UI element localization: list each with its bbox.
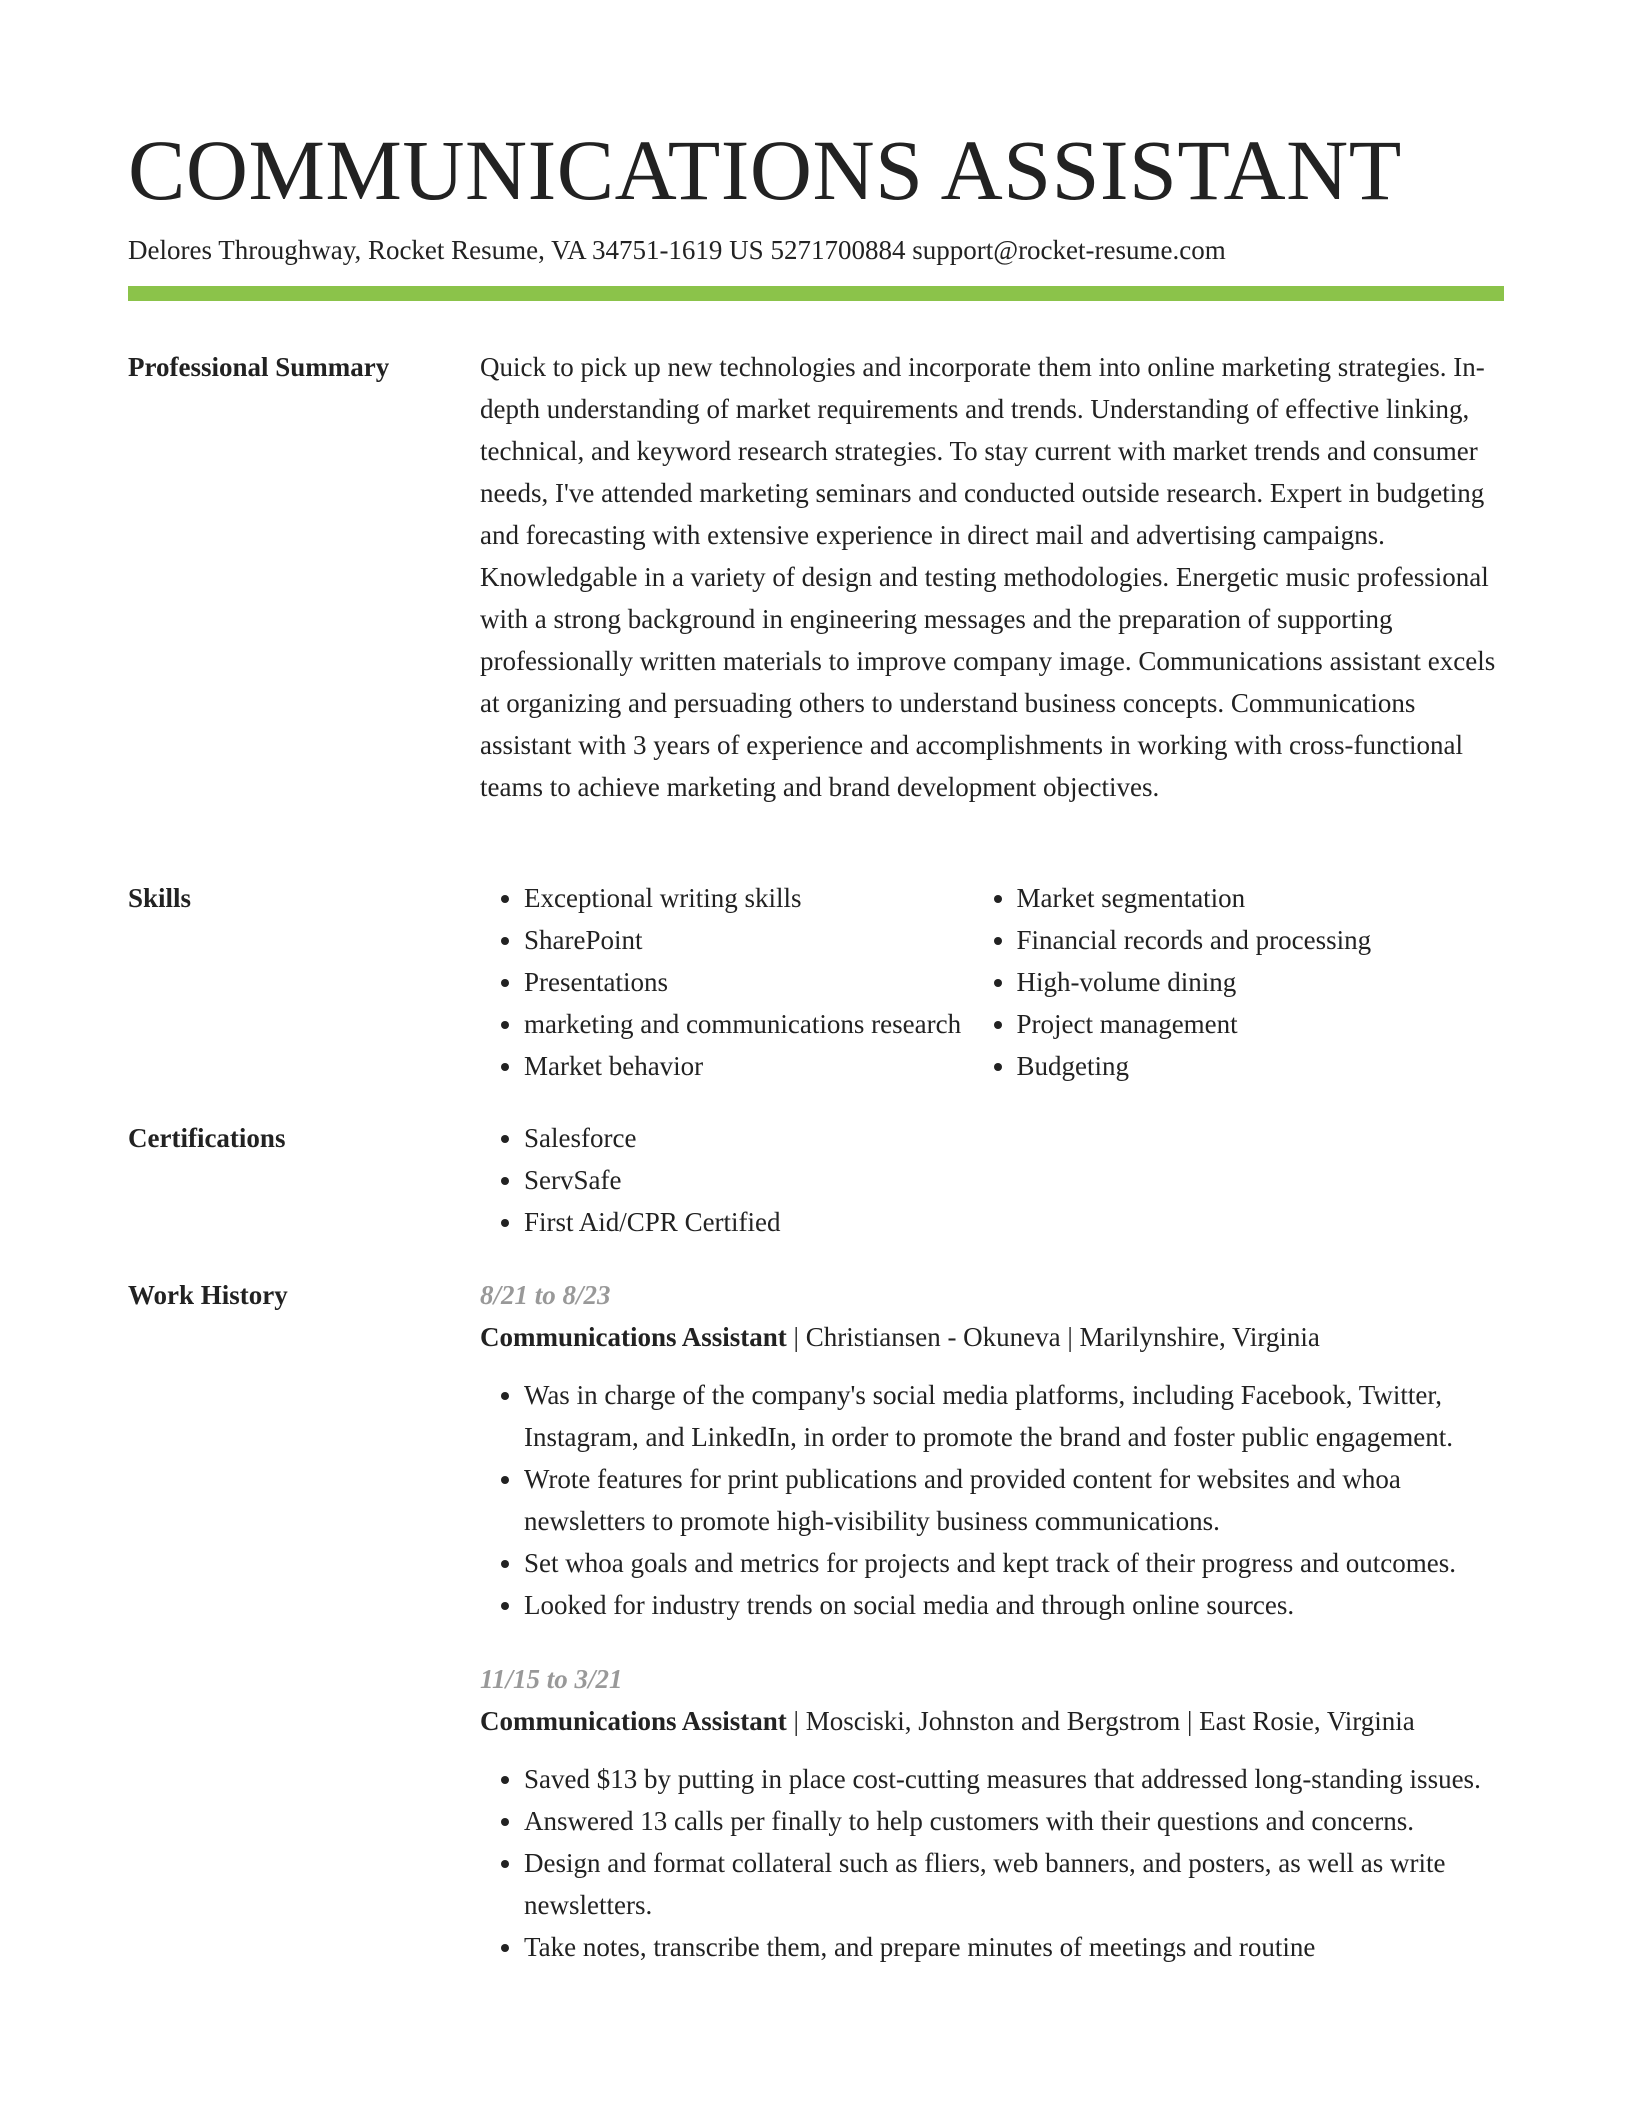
list-item: • Answered 13 calls per finally to help customers with their questions and concerns. (524, 1800, 1504, 1842)
skills-list-right (973, 877, 1505, 1087)
summary-heading: Professional Summary (128, 352, 390, 382)
list-item: • Project management (1017, 1003, 1505, 1045)
job-title: Communications Assistant (480, 1322, 787, 1352)
list-item: • marketing and communications research (524, 1003, 973, 1045)
certifications-heading: Certifications (128, 1123, 286, 1153)
work-history-body (480, 1274, 1504, 2000)
list-item: • High-volume dining (1017, 961, 1505, 1003)
list-item: • First Aid/CPR Certified (524, 1201, 1504, 1243)
list-item: • Take notes, transcribe them, and prepare minutes of meetings and routine (524, 1926, 1504, 1968)
job-heading (480, 1316, 1504, 1358)
list-item: • Set whoa goals and metrics for projects and kept track of their progress and outcomes. (524, 1542, 1504, 1584)
list-item: • Budgeting (1017, 1045, 1505, 1087)
list-item: • Market segmentation (1017, 877, 1505, 919)
contact-line: Delores Throughway, Rocket Resume, VA 34751-1619 US 5271700884 support@rocket-resume.com (128, 235, 1226, 265)
job-entry (480, 1658, 1504, 1968)
job-dates: 11/15 to 3/21 (480, 1664, 623, 1694)
skills-list-left (480, 877, 973, 1087)
list-item: • Exceptional writing skills (524, 877, 973, 919)
list-item: • Salesforce (524, 1117, 1504, 1159)
list-item: • Saved $13 by putting in place cost-cutting measures that addressed long-standing issues. (524, 1758, 1504, 1800)
job-title: Communications Assistant (480, 1706, 787, 1736)
accent-divider (128, 286, 1504, 301)
job-dates: 8/21 to 8/23 (480, 1280, 611, 1310)
job-bullets (480, 1374, 1504, 1626)
skills-columns (480, 877, 1504, 1087)
list-item: • Was in charge of the company's social media platforms, including Facebook, Twitter, Instagram, and LinkedIn, in order to promote the brand and foster public engagement. (524, 1374, 1504, 1458)
list-item: • Presentations (524, 961, 973, 1003)
list-item: • Design and format collateral such as fliers, web banners, and posters, as well as write newsletters. (524, 1842, 1504, 1926)
list-item: • Wrote features for print publications and provided content for websites and whoa newsletters to promote high-visibility business communications. (524, 1458, 1504, 1542)
job-bullets (480, 1758, 1504, 1968)
list-item: • Looked for industry trends on social media and through online sources. (524, 1584, 1504, 1626)
list-item: • Market behavior (524, 1045, 973, 1087)
list-item: • ServSafe (524, 1159, 1504, 1201)
certifications-body (480, 1117, 1504, 1243)
list-item: • Financial records and processing (1017, 919, 1505, 961)
summary-text: Quick to pick up new technologies and incorporate them into online marketing strategies. In-depth understanding of market requirements and trends. Understanding of effective linking, technical, and keyword research strategies. To stay current with market trends and consumer needs, I've attended marketing seminars and conducted outside research. Expert in budgeting and forecasting with extensive experience in direct mail and advertising campaigns. Knowledgable in a variety of design and testing methodologies. Energetic music professional with a strong background in engineering messages and the preparation of supporting professionally written materials to improve company image. Communications assistant excels at organizing and persuading others to understand business concepts. Communications assistant with 3 years of experience and accomplishments in working with cross-functional teams to achieve marketing and brand development objectives. (480, 352, 1496, 802)
resume-title: COMMUNICATIONS ASSISTANT (128, 122, 1402, 218)
summary-body (480, 346, 1504, 808)
list-item: • SharePoint (524, 919, 973, 961)
job-entry (480, 1274, 1504, 1626)
skills-heading: Skills (128, 883, 192, 913)
job-details: | Christiansen - Okuneva | Marilynshire, Virginia (786, 1322, 1320, 1352)
work-history-heading: Work History (128, 1280, 288, 1310)
job-details: | Mosciski, Johnston and Bergstrom | East Rosie, Virginia (786, 1706, 1415, 1736)
job-heading (480, 1700, 1504, 1742)
certifications-list (480, 1117, 1504, 1243)
